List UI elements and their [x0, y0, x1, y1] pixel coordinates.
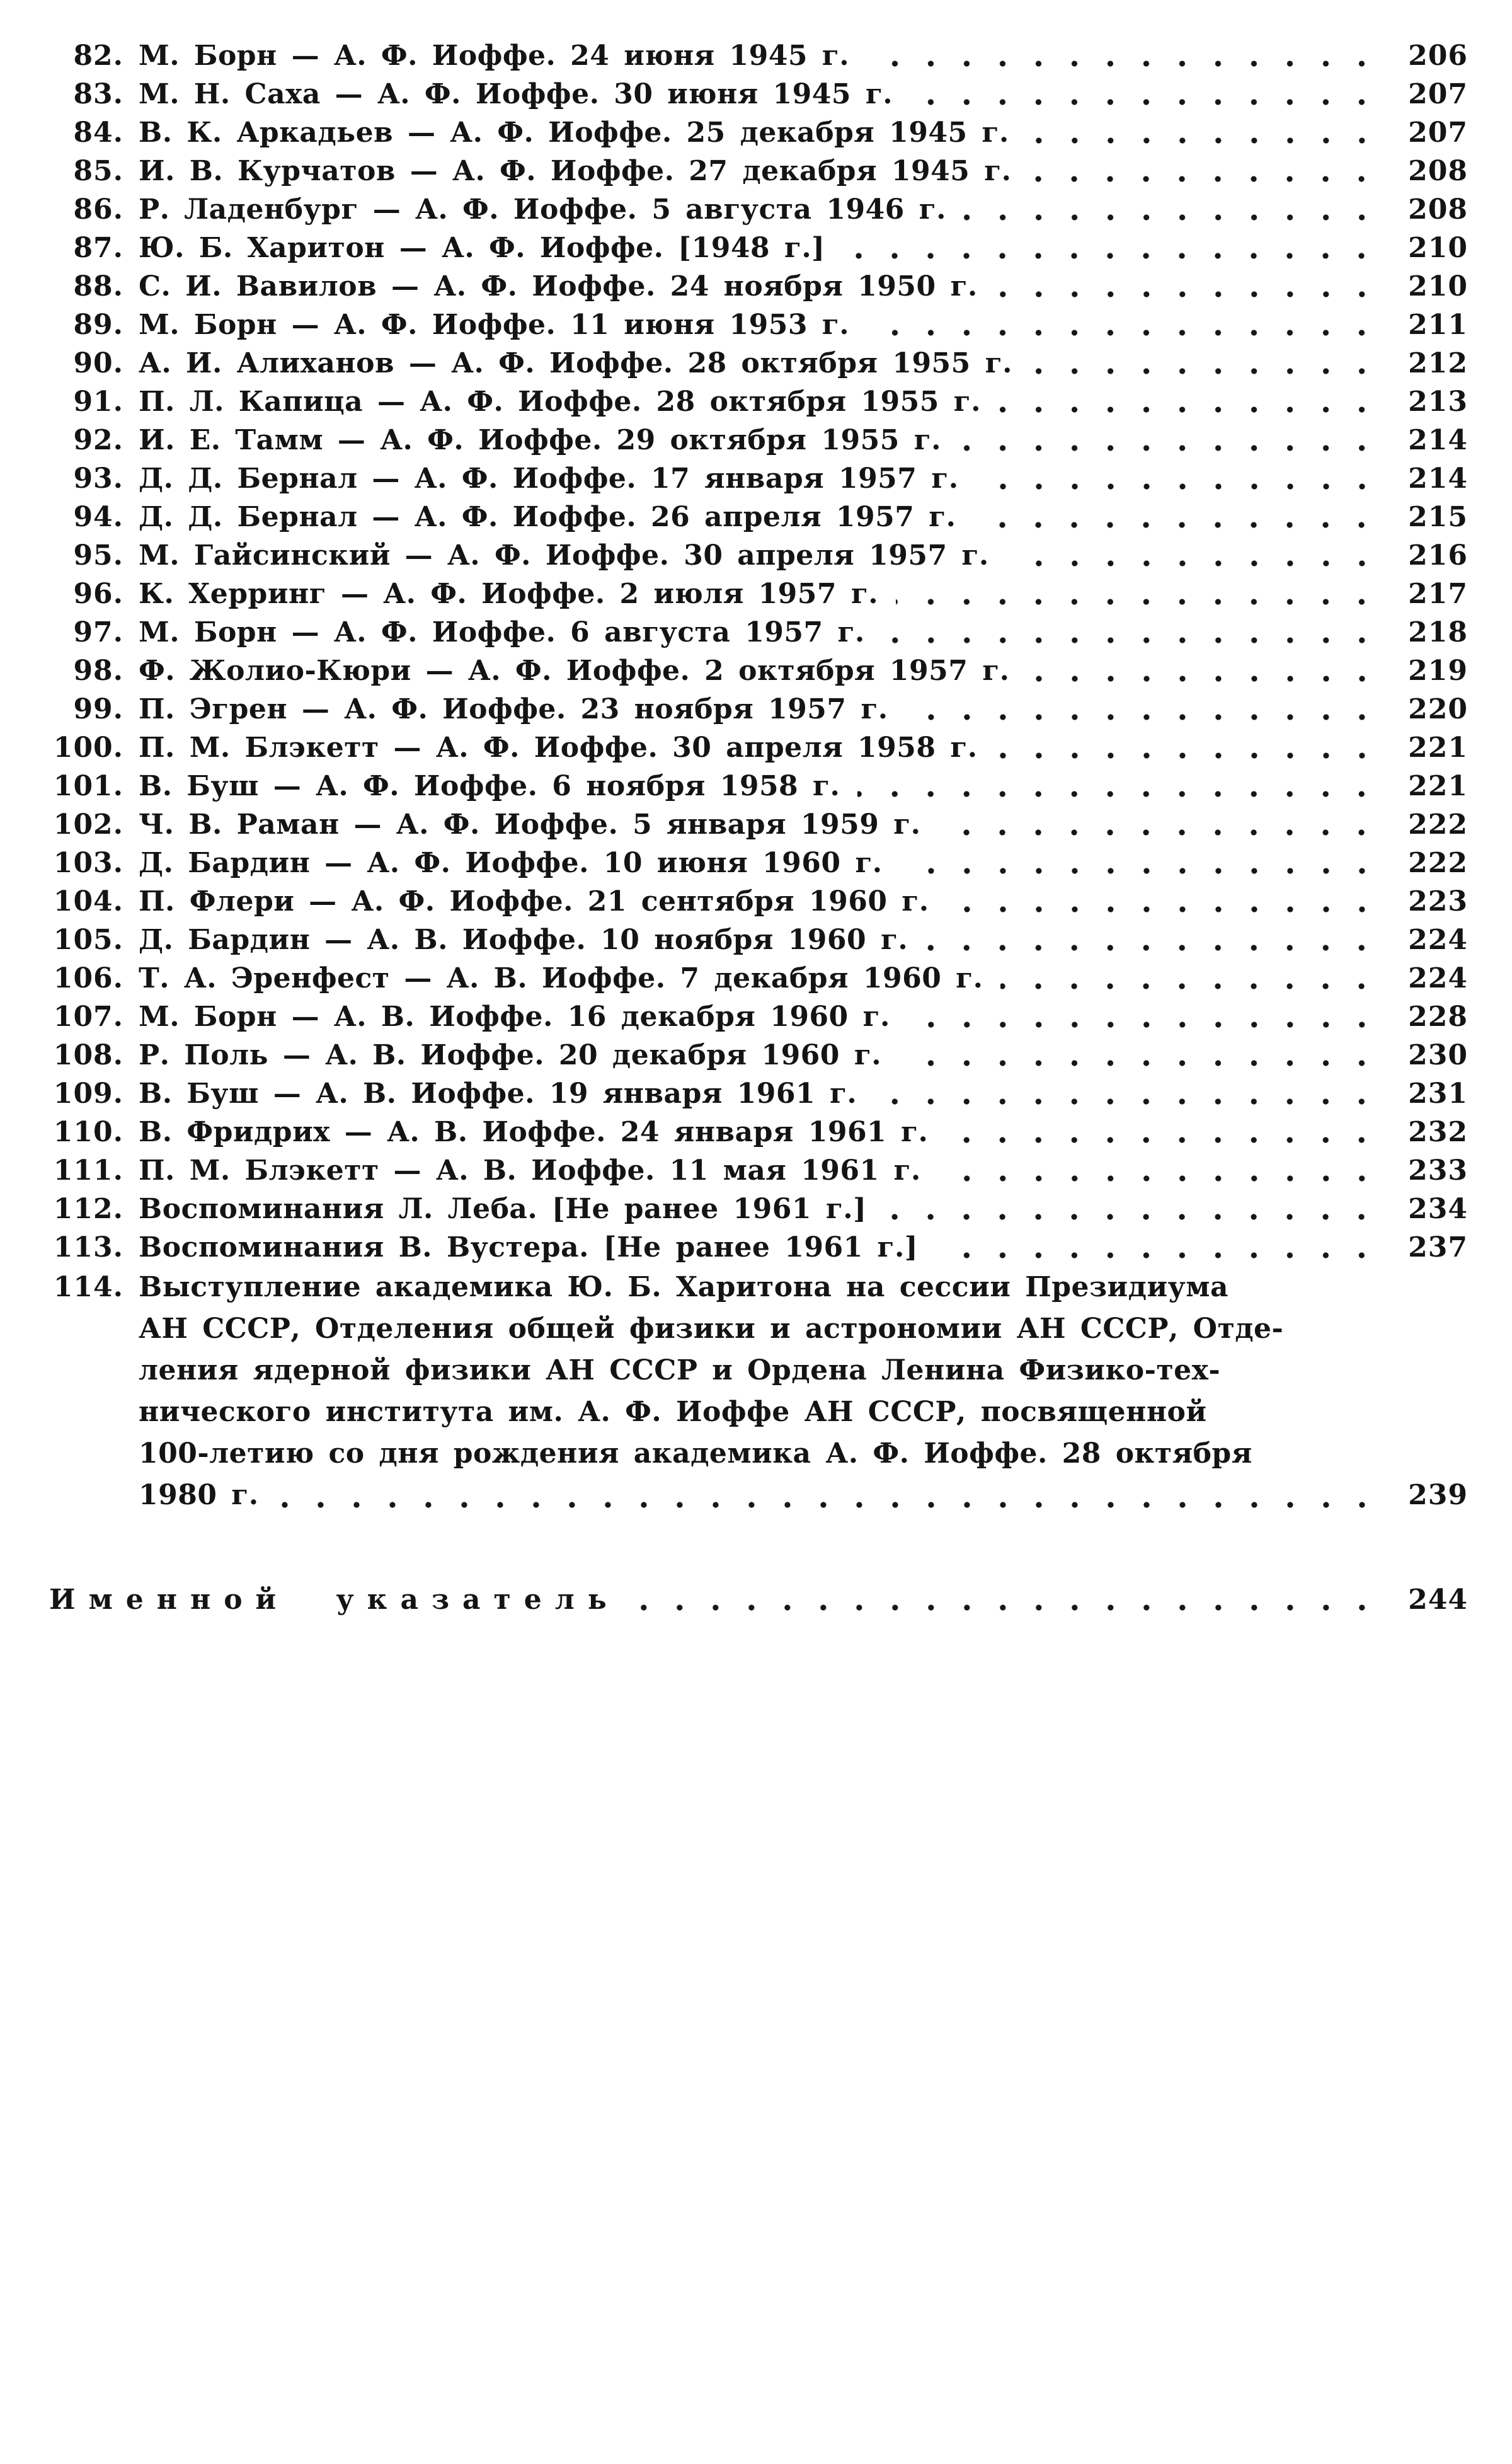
- entry-text: ления ядерной физики АН СССР и Ордена Ленина Физико-тех-: [139, 1354, 1221, 1386]
- entry-text: Выступление академика Ю. Б. Харитона на сессии Президиума: [139, 1271, 1229, 1303]
- dot-leader: [1030, 344, 1382, 383]
- dot-leader: [900, 844, 1382, 882]
- entry-number: 87.: [73, 232, 123, 264]
- dot-leader: [867, 306, 1382, 344]
- entry-page-number: 212: [1408, 347, 1468, 379]
- entry-page-number: 220: [1408, 693, 1468, 725]
- dot-leader: [1027, 113, 1382, 152]
- entry-text: В. К. Аркадьев — А. Ф. Иоффе. 25 декабря 1945 г.: [139, 117, 1009, 149]
- entry-page-number: 232: [1408, 1116, 1468, 1148]
- toc-entry-row: [49, 306, 1468, 344]
- entry-text: Воспоминания Л. Леба. [Не ранее 1961 г.]: [139, 1193, 867, 1225]
- entry-text: П. Эгрен — А. Ф. Иоффе. 23 ноября 1957 г.: [139, 693, 888, 725]
- entry-number: 89.: [73, 309, 123, 341]
- entry-page-number: 206: [1408, 40, 1468, 72]
- dot-leader: [1007, 536, 1382, 575]
- entry-number: 91.: [73, 386, 123, 418]
- entry-text: Д. Бардин — А. В. Иоффе. 10 ноября 1960 г.: [139, 924, 908, 956]
- entry-page-number: 224: [1408, 924, 1468, 956]
- entry-page-number: 221: [1408, 732, 1468, 764]
- toc-entry-continuation-row: [49, 1433, 1468, 1475]
- entry-number: 103.: [53, 847, 123, 879]
- entry-page-number: 211: [1408, 309, 1468, 341]
- entry-text: Д. Бардин — А. Ф. Иоффе. 10 июня 1960 г.: [139, 847, 883, 879]
- toc-entry-row: [49, 882, 1468, 921]
- entry-page-number: 237: [1408, 1231, 1468, 1264]
- entry-number: 114.: [53, 1271, 123, 1303]
- entry-text: нического института им. А. Ф. Иоффе АН СССР, посвященной: [139, 1396, 1207, 1428]
- entry-text: Воспоминания В. Вустера. [Не ранее 1961 г.]: [139, 1231, 919, 1264]
- toc-entry-continuation-row: [49, 1391, 1468, 1433]
- entry-text: Ю. Б. Харитон — А. Ф. Иоффе. [1948 г.]: [139, 232, 825, 264]
- toc-entry-row: [49, 1475, 1468, 1516]
- dot-leader: [896, 575, 1382, 613]
- entry-number: 97.: [73, 616, 123, 648]
- entry-number: 108.: [53, 1039, 123, 1071]
- dot-leader: [925, 921, 1382, 959]
- toc-entry-row: [49, 1074, 1468, 1113]
- dot-leader: [884, 1190, 1382, 1228]
- entry-page-number: 230: [1408, 1039, 1468, 1071]
- entry-number: 96.: [73, 578, 123, 610]
- entry-text: В. Буш — А. В. Иоффе. 19 января 1961 г.: [139, 1078, 857, 1110]
- entry-number: 88.: [73, 270, 123, 302]
- entry-text: М. Гайсинский — А. Ф. Иоффе. 30 апреля 1957 г.: [139, 539, 989, 572]
- dot-leader: [946, 1113, 1382, 1151]
- entry-number: 101.: [53, 770, 123, 802]
- dot-leader: [867, 37, 1382, 75]
- entry-text: П. Флери — А. Ф. Иоффе. 21 сентября 1960 г.: [139, 885, 929, 918]
- entry-page-number: 217: [1408, 578, 1468, 610]
- entry-page-number: 224: [1408, 962, 1468, 994]
- toc-entry-continuation-row: [49, 1308, 1468, 1350]
- entry-number: 90.: [73, 347, 123, 379]
- toc-entry-row: [49, 344, 1468, 383]
- entry-page-number: 239: [1408, 1479, 1468, 1511]
- entry-number: 106.: [53, 962, 123, 994]
- entry-text: В. Буш — А. Ф. Иоффе. 6 ноября 1958 г.: [139, 770, 840, 802]
- toc-entry-row: [49, 459, 1468, 498]
- toc-entry-row: [49, 498, 1468, 536]
- dot-leader: [1000, 959, 1382, 998]
- dot-leader: [999, 383, 1382, 421]
- toc-entry-row: [49, 728, 1468, 767]
- dot-leader: [883, 613, 1382, 652]
- dot-leader: [277, 1475, 1382, 1516]
- entry-page-number: 215: [1408, 501, 1468, 533]
- entry-number: 95.: [73, 539, 123, 572]
- entry-text: Д. Д. Бернал — А. Ф. Иоффе. 17 января 1957 г.: [139, 463, 959, 495]
- toc-entry-row: [49, 1228, 1468, 1267]
- entry-page-number: 218: [1408, 616, 1468, 648]
- entry-text: М. Борн — А. В. Иоффе. 16 декабря 1960 г.: [139, 1001, 890, 1033]
- toc-entry-row: [49, 998, 1468, 1036]
- toc-entry-row: [49, 613, 1468, 652]
- entry-text: Р. Ладенбург — А. Ф. Иоффе. 5 августа 1946 г.: [139, 193, 946, 226]
- dot-leader: [947, 882, 1382, 921]
- entry-number: 93.: [73, 463, 123, 495]
- entry-page-number: 244: [1408, 1584, 1468, 1616]
- toc-entry-row: [49, 536, 1468, 575]
- entry-page-number: 228: [1408, 1001, 1468, 1033]
- toc-entry-row: [49, 575, 1468, 613]
- dot-leader: [1029, 152, 1382, 190]
- toc-entry-row: [49, 805, 1468, 844]
- entry-page-number: 222: [1408, 809, 1468, 841]
- dot-leader: [638, 1580, 1382, 1619]
- dot-leader: [936, 1228, 1382, 1267]
- entry-page-number: 207: [1408, 117, 1468, 149]
- entry-text: П. М. Блэкетт — А. Ф. Иоффе. 30 апреля 1958 г.: [139, 732, 978, 764]
- entry-number: 107.: [53, 1001, 123, 1033]
- entry-number: 110.: [53, 1116, 123, 1148]
- entry-page-number: 214: [1408, 463, 1468, 495]
- dot-leader: [857, 767, 1382, 805]
- entry-page-number: 231: [1408, 1078, 1468, 1110]
- dot-leader: [964, 190, 1382, 229]
- toc-entry-row: [49, 37, 1468, 75]
- toc-entry-row: [49, 921, 1468, 959]
- dot-leader: [910, 75, 1382, 113]
- entry-number: 98.: [73, 655, 123, 687]
- entry-text: К. Херринг — А. Ф. Иоффе. 2 июля 1957 г.: [139, 578, 879, 610]
- entry-number: 113.: [53, 1231, 123, 1264]
- entry-text: И. В. Курчатов — А. Ф. Иоффе. 27 декабря 1945 г.: [139, 155, 1012, 187]
- entry-number: 104.: [53, 885, 123, 918]
- toc-entry-row: [49, 421, 1468, 459]
- entry-page-number: 216: [1408, 539, 1468, 572]
- entry-text: Р. Поль — А. В. Иоффе. 20 декабря 1960 г.: [139, 1039, 882, 1071]
- toc-entry-row: [49, 1113, 1468, 1151]
- dot-leader: [976, 459, 1382, 498]
- entry-text: С. И. Вавилов — А. Ф. Иоффе. 24 ноября 1950 г.: [139, 270, 978, 302]
- toc-entry-continuation-row: [49, 1267, 1468, 1308]
- dot-leader: [959, 421, 1382, 459]
- entry-text: И. Е. Тамм — А. Ф. Иоффе. 29 октября 1955 г.: [139, 424, 941, 456]
- entry-number: 111.: [53, 1154, 123, 1187]
- dot-leader: [1028, 652, 1383, 690]
- entry-text: 1980 г.: [139, 1479, 259, 1511]
- entry-text: М. Борн — А. Ф. Иоффе. 6 августа 1957 г.: [139, 616, 865, 648]
- entry-text: П. М. Блэкетт — А. В. Иоффе. 11 мая 1961 г.: [139, 1154, 921, 1187]
- dot-leader: [995, 267, 1382, 306]
- entry-number: 99.: [73, 693, 123, 725]
- entry-text: Д. Д. Бернал — А. Ф. Иоффе. 26 апреля 1957 г.: [139, 501, 956, 533]
- dot-leader: [995, 728, 1382, 767]
- entry-number: 105.: [53, 924, 123, 956]
- entry-text: В. Фридрих — А. В. Иоффе. 24 января 1961 г.: [139, 1116, 929, 1148]
- toc-entry-row: [49, 959, 1468, 998]
- entry-number: 86.: [73, 193, 123, 226]
- entry-page-number: 214: [1408, 424, 1468, 456]
- entry-text: А. И. Алиханов — А. Ф. Иоффе. 28 октября 1955 г.: [139, 347, 1012, 379]
- entry-text: 100-летию со дня рождения академика А. Ф. Иоффе. 28 октября: [139, 1437, 1252, 1470]
- entry-page-number: 222: [1408, 847, 1468, 879]
- entry-page-number: 234: [1408, 1193, 1468, 1225]
- toc-entry-row: [49, 383, 1468, 421]
- entry-text: М. Борн — А. Ф. Иоффе. 11 июня 1953 г.: [139, 309, 850, 341]
- toc-entry-row: [49, 113, 1468, 152]
- toc-entry-row: [49, 690, 1468, 728]
- dot-leader: [874, 1074, 1382, 1113]
- toc-entry-row: [49, 190, 1468, 229]
- entry-text: П. Л. Капица — А. Ф. Иоффе. 28 октября 1955 г.: [139, 386, 981, 418]
- entry-number: 94.: [73, 501, 123, 533]
- entry-page-number: 219: [1408, 655, 1468, 687]
- dot-leader: [938, 805, 1382, 844]
- entry-page-number: 210: [1408, 232, 1468, 264]
- entry-page-number: 208: [1408, 155, 1468, 187]
- toc-entry-row: [49, 152, 1468, 190]
- toc-entry-row: [49, 1151, 1468, 1190]
- entry-page-number: 223: [1408, 885, 1468, 918]
- entry-page-number: 213: [1408, 386, 1468, 418]
- entry-text: Т. А. Эренфест — А. В. Иоффе. 7 декабря 1960 г.: [139, 962, 983, 994]
- dot-leader: [973, 498, 1382, 536]
- entry-number: 85.: [73, 155, 123, 187]
- entry-number: 102.: [53, 809, 123, 841]
- toc-entry-row: [49, 1036, 1468, 1074]
- name-index-row: [49, 1580, 1468, 1619]
- entry-number: 83.: [73, 78, 123, 110]
- entry-page-number: 207: [1408, 78, 1468, 110]
- toc-entry-row: [49, 652, 1468, 690]
- toc-entry-row: [49, 1190, 1468, 1228]
- entry-number: 112.: [53, 1193, 123, 1225]
- dot-leader: [899, 1036, 1382, 1074]
- entry-text: Ч. В. Раман — А. Ф. Иоффе. 5 января 1959 г.: [139, 809, 921, 841]
- toc-entry-row: [49, 267, 1468, 306]
- entry-page-number: 208: [1408, 193, 1468, 226]
- dot-leader: [906, 690, 1382, 728]
- entry-text: АН СССР, Отделения общей физики и астрономии АН СССР, Отде-: [139, 1313, 1284, 1345]
- entry-number: 92.: [73, 424, 123, 456]
- entry-text: Ф. Жолио-Кюри — А. Ф. Иоффе. 2 октября 1957 г.: [139, 655, 1010, 687]
- dot-leader: [842, 229, 1382, 267]
- entry-page-number: 221: [1408, 770, 1468, 802]
- toc-entry-continuation-row: [49, 1350, 1468, 1391]
- entry-page-number: 210: [1408, 270, 1468, 302]
- entry-number: 109.: [53, 1078, 123, 1110]
- dot-leader: [908, 998, 1382, 1036]
- entry-page-number: 233: [1408, 1154, 1468, 1187]
- toc-entry-row: [49, 229, 1468, 267]
- name-index-label: Именной указатель: [49, 1584, 620, 1616]
- entry-text: М. Н. Саха — А. Ф. Иоффе. 30 июня 1945 г.: [139, 78, 893, 110]
- entry-number: 100.: [53, 732, 123, 764]
- toc-entry-row: [49, 767, 1468, 805]
- entry-number: 84.: [73, 117, 123, 149]
- toc-entry-row: [49, 844, 1468, 882]
- entry-number: 82.: [73, 40, 123, 72]
- toc-entry-row: [49, 75, 1468, 113]
- dot-leader: [939, 1151, 1382, 1190]
- entry-text: М. Борн — А. Ф. Иоффе. 24 июня 1945 г.: [139, 40, 850, 72]
